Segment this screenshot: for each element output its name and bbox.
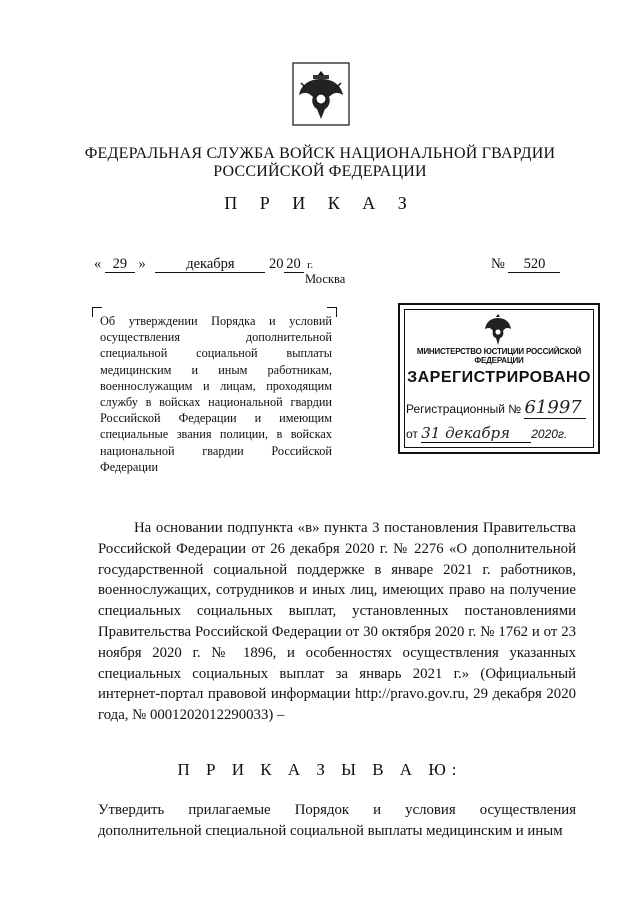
stamp-registered: ЗАРЕГИСТРИРОВАНО: [407, 369, 591, 386]
date-year-suffix: 20: [284, 257, 304, 273]
preamble-text: На основании подпункта «в» пункта 3 постановления Правительства Российской Федерации от 26 декабря 2020 г. № 2276 «О дополнительной государственной социальной поддержке в январе 2021 г. работников, военнослужащих, сотрудников и иных лиц, имеющих право на получение специальных социальных выплат, установленных постановлениями Правительства Российской Федерации от 30 октября 2020 г. № 1762 и от 23 ноября 2020 г. № 1896, и особенностях осуществления указанных специальных социальных выплат за январь 2021 г.» (Официальный интернет-портал правовой информации http://pravo.gov.ru, 29 декабря 2020 года, № 0001202012290033) –: [98, 520, 576, 724]
stamp-emblem-icon: [482, 312, 514, 348]
stamp-ministry: МИНИСТЕРСТВО ЮСТИЦИИ РОССИЙСКОЙ ФЕДЕРАЦИИ: [416, 347, 582, 365]
org-name-line1: ФЕДЕРАЛЬНАЯ СЛУЖБА ВОЙСК НАЦИОНАЛЬНОЙ ГВАРДИИ: [84, 145, 556, 162]
org-name-line2: РОССИЙСКОЙ ФЕДЕРАЦИИ: [213, 163, 427, 180]
stamp-date-label: от: [406, 427, 418, 441]
date-month: декабря: [155, 257, 265, 273]
order-number: [491, 256, 560, 273]
number-label: №: [491, 256, 505, 272]
stamp-reg-number: 61997: [524, 397, 586, 419]
stamp-reg-number-row: [406, 397, 586, 419]
emblem-icon: [291, 61, 351, 129]
document-type: П Р И К А З: [224, 193, 416, 213]
order-word: П Р И К А З Ы В А Ю:: [177, 760, 463, 779]
registration-stamp: [398, 303, 600, 454]
date-year-abbr: г.: [307, 259, 314, 271]
preamble-paragraph: [98, 518, 576, 726]
stamp-date-row: [406, 424, 567, 443]
date-field: [94, 256, 313, 273]
date-close-quote: »: [138, 256, 146, 272]
stamp-date-year: 2020г.: [531, 427, 568, 441]
city: Москва: [305, 272, 346, 286]
order-clause-text: Утвердить прилагаемые Порядок и условия осуществления дополнительной специальной социальной выплаты медицинским и иным: [98, 802, 576, 839]
stamp-reg-label: Регистрационный №: [406, 402, 522, 416]
stamp-date-handwritten: 31 декабря: [421, 424, 531, 443]
date-day: 29: [105, 257, 135, 273]
date-open-quote: «: [94, 256, 102, 272]
number-value: 520: [508, 257, 560, 273]
order-clause: [98, 800, 576, 842]
order-subject: Об утверждении Порядка и условий осуществления дополнительной специальной социальной выплаты медицинским и иным работникам, военнослужащим и лицам, проходящим службу в войсках национальной гвардии Российской Федерации и имеющим специальные звания полиции, в войсках национальной гвардии Российской Федерации: [100, 314, 332, 474]
date-year-prefix: 20: [269, 256, 284, 272]
